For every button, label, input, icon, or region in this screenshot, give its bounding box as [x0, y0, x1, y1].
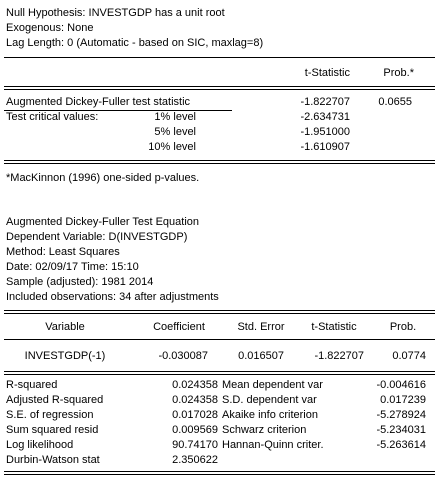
null-hypothesis: Null Hypothesis: INVESTGDP has a unit root — [6, 7, 225, 19]
observations: Included observations: 34 after adjustments — [6, 291, 219, 303]
stat-label: R-squared — [6, 379, 58, 391]
divider — [4, 310, 435, 311]
stat-label: Log likelihood — [6, 439, 74, 451]
test-stat-prob: 0.0655 — [378, 96, 412, 108]
test-stat-value: -1.822707 — [300, 96, 350, 108]
row-coefficient: -0.030087 — [158, 350, 208, 362]
divider — [4, 371, 435, 372]
stat-value: -5.263614 — [376, 439, 426, 451]
method: Method: Least Squares — [6, 246, 120, 258]
col-tstat: t-Statistic — [304, 67, 350, 79]
divider — [4, 160, 435, 161]
stat-value: 90.74170 — [172, 439, 218, 451]
col-prob: Prob.* — [383, 67, 414, 79]
stat-label: Durbin-Watson stat — [6, 454, 100, 466]
stat-label: S.D. dependent var — [222, 394, 317, 406]
divider — [4, 474, 435, 475]
header-std-error: Std. Error — [237, 321, 285, 333]
stat-value: 2.350622 — [172, 454, 218, 466]
date-time: Date: 02/09/17 Time: 15:10 — [6, 261, 139, 273]
header-t-statistic: t-Statistic — [311, 321, 357, 333]
divider — [4, 86, 435, 87]
critical-level: 10% level — [148, 141, 196, 153]
critical-level: 1% level — [154, 111, 196, 123]
divider — [4, 313, 435, 314]
stat-value: 0.017028 — [172, 409, 218, 421]
divider — [4, 471, 435, 472]
critical-value: -2.634731 — [300, 111, 350, 123]
divider — [4, 339, 435, 340]
row-variable: INVESTGDP(-1) — [24, 350, 106, 362]
row-t-statistic: -1.822707 — [314, 350, 364, 362]
stat-value: 0.024358 — [172, 379, 218, 391]
header-variable: Variable — [45, 321, 85, 333]
divider — [4, 89, 435, 90]
row-std-error: 0.016507 — [238, 350, 284, 362]
equation-title: Augmented Dickey-Fuller Test Equation — [6, 216, 200, 228]
stat-label: Schwarz criterion — [222, 424, 307, 436]
exogenous: Exogenous: None — [6, 22, 94, 34]
stat-value: -0.004616 — [376, 379, 426, 391]
stat-label: Hannan-Quinn criter. — [222, 439, 324, 451]
divider — [4, 163, 435, 164]
stat-label: Adjusted R-squared — [6, 394, 104, 406]
stat-value: 0.024358 — [172, 394, 218, 406]
stat-label: Akaike info criterion — [222, 409, 318, 421]
stat-value: 0.009569 — [172, 424, 218, 436]
stat-value: -5.278924 — [376, 409, 426, 421]
critical-label: Test critical values: — [6, 111, 99, 123]
critical-level: 5% level — [154, 126, 196, 138]
lag-length: Lag Length: 0 (Automatic - based on SIC, maxlag=8) — [6, 37, 264, 49]
test-stat-label: Augmented Dickey-Fuller test statistic — [6, 96, 191, 108]
dependent-variable: Dependent Variable: D(INVESTGDP) — [6, 231, 188, 243]
header-prob: Prob. — [389, 321, 417, 333]
stat-value: -5.234031 — [376, 424, 426, 436]
stat-label: Mean dependent var — [222, 379, 323, 391]
stat-value: 0.017239 — [380, 394, 426, 406]
header-coefficient: Coefficient — [153, 321, 205, 333]
divider — [4, 374, 435, 375]
sample: Sample (adjusted): 1981 2014 — [6, 276, 154, 288]
critical-value: -1.610907 — [300, 141, 350, 153]
divider — [4, 57, 435, 58]
stat-label: Sum squared resid — [6, 424, 99, 436]
critical-value: -1.951000 — [300, 126, 350, 138]
row-prob: 0.0774 — [392, 350, 426, 362]
footnote: *MacKinnon (1996) one-sided p-values. — [6, 172, 200, 184]
stat-label: S.E. of regression — [6, 409, 94, 421]
